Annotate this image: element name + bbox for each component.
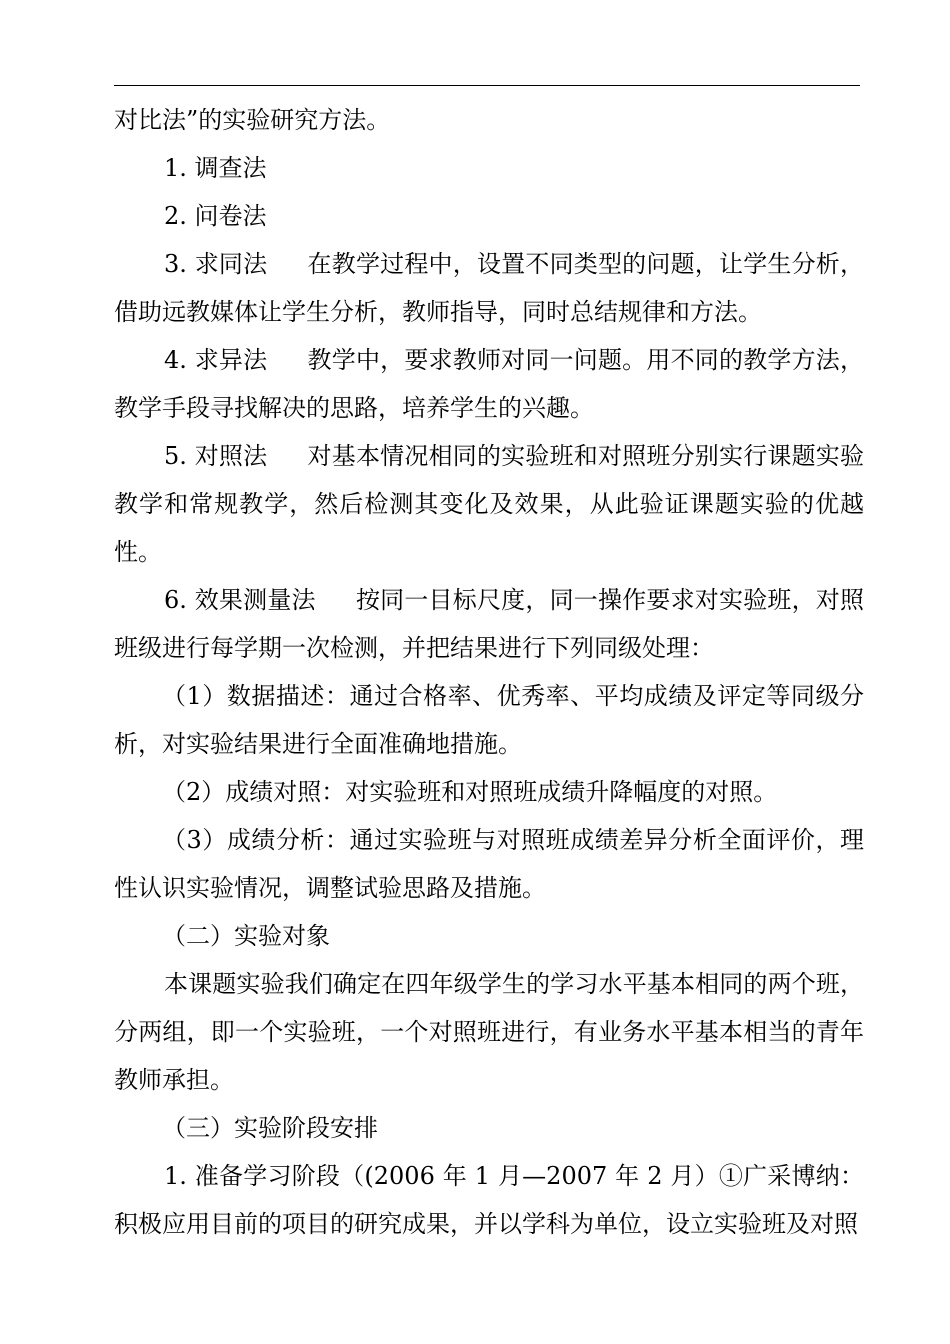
method-heading: 4. 求异法 <box>164 346 268 374</box>
header-rule <box>114 85 860 86</box>
paragraph-text: 本课题实验我们确定在四年级学生的学习水平基本相同的两个班，分两组，即一个实验班，一个对照班进行，有业务水平基本相当的青年教师承担。 <box>114 970 864 1094</box>
section-heading-subjects <box>114 912 864 960</box>
method-item-control <box>114 432 864 576</box>
paragraph-text: 1. 准备学习阶段（(2006 年 1 月—2007 年 2 月）①广采博纳：积极应用目前的项目的研究成果，并以学科为单位，设立实验班及对照 <box>114 1162 864 1238</box>
method-item-survey <box>114 144 864 192</box>
paragraph <box>114 96 864 144</box>
sub-item-data-description <box>114 672 864 768</box>
method-heading: 2. 问卷法 <box>164 202 267 230</box>
document-body <box>114 96 864 1248</box>
paragraph-schedule-stage-1 <box>114 1152 864 1248</box>
method-item-seek-same <box>114 240 864 336</box>
sub-item-text: （3）成绩分析：通过实验班与对照班成绩差异分析全面评价，理性认识实验情况，调整试验思路及措施。 <box>114 826 864 902</box>
method-heading: 3. 求同法 <box>164 250 268 278</box>
sub-item-text: （1）数据描述：通过合格率、优秀率、平均成绩及评定等同级分析，对实验结果进行全面准确地措施。 <box>114 682 864 758</box>
method-item-seek-difference <box>114 336 864 432</box>
section-heading-text: （二）实验对象 <box>162 922 330 950</box>
paragraph-subjects <box>114 960 864 1104</box>
paragraph-text: 对比法”的实验研究方法。 <box>114 106 391 134</box>
method-item-questionnaire <box>114 192 864 240</box>
method-description: 对基本情况相同的实验班和对照班分别实行课题实验教学和常规教学，然后检测其变化及效果，从此验证课题实验的优越性。 <box>114 442 865 566</box>
section-heading-text: （三）实验阶段安排 <box>162 1114 378 1142</box>
section-heading-schedule <box>114 1104 864 1152</box>
method-description: 在教学过程中，设置不同类型的问题，让学生分析，借助远教媒体让学生分析，教师指导，同时总结规律和方法。 <box>114 250 865 326</box>
method-heading: 1. 调查法 <box>164 154 267 182</box>
method-description: 教学中，要求教师对同一问题。用不同的教学方法，教学手段寻找解决的思路，培养学生的兴趣。 <box>114 346 865 422</box>
sub-item-score-comparison <box>114 768 864 816</box>
sub-item-text: （2）成绩对照：对实验班和对照班成绩升降幅度的对照。 <box>162 778 778 806</box>
method-heading: 5. 对照法 <box>164 442 268 470</box>
sub-item-score-analysis <box>114 816 864 912</box>
method-item-effect-measurement <box>114 576 864 672</box>
method-description: 按同一目标尺度，同一操作要求对实验班，对照班级进行每学期一次检测，并把结果进行下列同级处理： <box>114 586 865 662</box>
method-heading: 6. 效果测量法 <box>164 586 316 614</box>
